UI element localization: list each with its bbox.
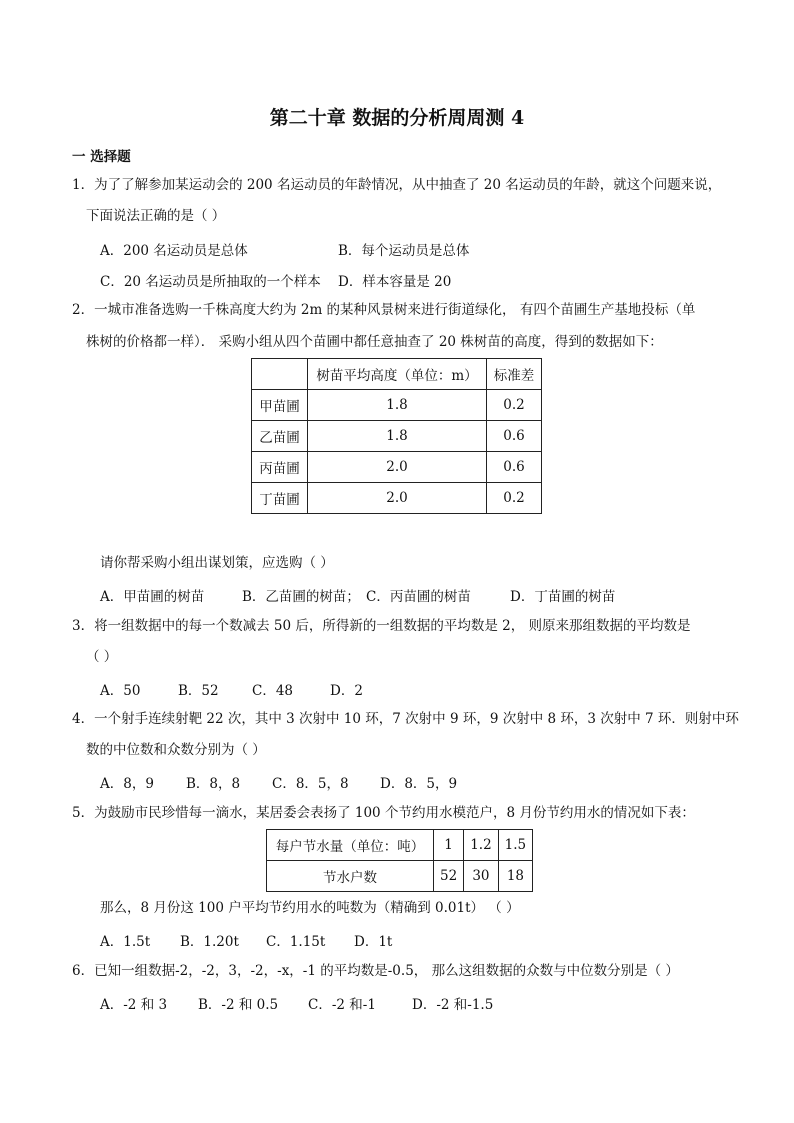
table-cell: 0.2 — [487, 483, 542, 514]
table-cell: 1.5 — [498, 830, 532, 861]
question-5-option-b: B．1.20t — [180, 934, 239, 950]
section-heading: 一 选择题 — [72, 149, 131, 165]
question-5-option-d: D．1t — [354, 934, 393, 950]
question-6-option-b: B．-2 和 0.5 — [198, 997, 279, 1013]
table-cell: 30 — [464, 861, 498, 892]
table-cell: 0.6 — [487, 421, 542, 452]
question-3-text: 3．将一组数据中的每一个数减去 50 后，所得新的一组数据的平均数是 2， 则原来那组数据的平均数是 — [72, 618, 691, 634]
question-5-option-a: A．1.5t — [100, 934, 151, 950]
page-title: 第二十章 数据的分析周周测 4 — [269, 107, 525, 129]
question-2-text-cont: 株树的价格都一样）． 采购小组从四个苗圃中都任意抽查了 20 株树苗的高度，得到的数据如下： — [86, 334, 663, 350]
question-1-option-b: B．每个运动员是总体 — [338, 243, 470, 259]
question-2-prompt: 请你帮采购小组出谋划策，应选购（ ） — [100, 555, 334, 571]
question-6-option-a: A．-2 和 3 — [100, 997, 168, 1013]
question-1-option-d: D．样本容量是 20 — [338, 274, 452, 290]
table-header-cell — [252, 359, 308, 390]
question-6-text: 6．已知一组数据-2，-2，3，-2，-x，-1 的平均数是-0.5， 那么这组数据的众数与中位数分别是（ ） — [72, 963, 679, 979]
table-cell: 乙苗圃 — [252, 421, 308, 452]
question-2-option-c: C．丙苗圃的树苗 — [366, 589, 471, 605]
nursery-data-table — [251, 358, 542, 514]
question-1-text: 1．为了了解参加某运动会的 200 名运动员的年龄情况，从中抽查了 20 名运动员的年龄，就这个问题来说， — [72, 177, 722, 193]
table-cell: 1.8 — [308, 390, 487, 421]
question-2-option-a: A．甲苗圃的树苗 — [100, 589, 205, 605]
table-cell: 甲苗圃 — [252, 390, 308, 421]
question-6-option-d: D．-2 和-1.5 — [412, 997, 494, 1013]
table-cell: 0.2 — [487, 390, 542, 421]
table-cell: 丁苗圃 — [252, 483, 308, 514]
table-header-cell: 树苗平均高度（单位：m） — [308, 359, 487, 390]
question-3-option-d: D．2 — [330, 683, 363, 699]
question-1-option-a: A．200 名运动员是总体 — [100, 243, 248, 259]
question-2-option-b: B．乙苗圃的树苗； — [242, 589, 360, 605]
table-cell: 节水户数 — [267, 861, 434, 892]
question-4-option-c: C．8．5，8 — [272, 776, 349, 792]
table-cell: 1 — [434, 830, 464, 861]
question-4-text-cont: 数的中位数和众数分别为（ ） — [86, 742, 266, 758]
table-cell: 52 — [434, 861, 464, 892]
question-2-option-d: D．丁苗圃的树苗 — [510, 589, 616, 605]
table-cell: 1.8 — [308, 421, 487, 452]
table-cell: 每户节水量（单位：吨） — [267, 830, 434, 861]
table-row — [252, 390, 542, 421]
table-cell: 18 — [498, 861, 532, 892]
table-row — [267, 861, 533, 892]
table-cell: 1.2 — [464, 830, 498, 861]
question-1-text-cont: 下面说法正确的是（ ） — [86, 208, 226, 224]
table-cell: 丙苗圃 — [252, 452, 308, 483]
table-row — [252, 452, 542, 483]
table-cell: 2.0 — [308, 452, 487, 483]
question-5-option-c: C．1.15t — [266, 934, 326, 950]
question-1-option-c: C．20 名运动员是所抽取的一个样本 — [100, 274, 321, 290]
table-header-cell: 标准差 — [487, 359, 542, 390]
question-2-text: 2．一城市准备选购一千株高度大约为 2m 的某种风景树来进行街道绿化， 有四个苗圃生产基地投标（单 — [72, 302, 696, 318]
question-4-option-b: B．8，8 — [186, 776, 241, 792]
question-3-text-cont: （ ） — [86, 649, 118, 665]
water-saving-table — [266, 829, 533, 892]
question-4-option-a: A．8，9 — [100, 776, 154, 792]
question-3-option-a: A．50 — [100, 683, 141, 699]
table-row — [252, 421, 542, 452]
question-5-text: 5．为鼓励市民珍惜每一滴水，某居委会表扬了 100 个节约用水模范户，8 月份节约用水的情况如下表： — [72, 805, 695, 821]
table-cell: 0.6 — [487, 452, 542, 483]
question-4-option-d: D．8．5，9 — [380, 776, 458, 792]
question-4-text: 4．一个射手连续射靶 22 次，其中 3 次射中 10 环，7 次射中 9 环，9 次射中 8 环，3 次射中 7 环．则射中环 — [72, 711, 739, 727]
table-cell: 2.0 — [308, 483, 487, 514]
question-5-prompt: 那么，8 月份这 100 户平均节约用水的吨数为（精确到 0.01t） （ ） — [100, 900, 520, 916]
table-header-row — [252, 359, 542, 390]
question-3-option-c: C．48 — [252, 683, 294, 699]
question-3-option-b: B．52 — [178, 683, 219, 699]
question-6-option-c: C．-2 和-1 — [308, 997, 376, 1013]
table-row — [252, 483, 542, 514]
table-row — [267, 830, 533, 861]
